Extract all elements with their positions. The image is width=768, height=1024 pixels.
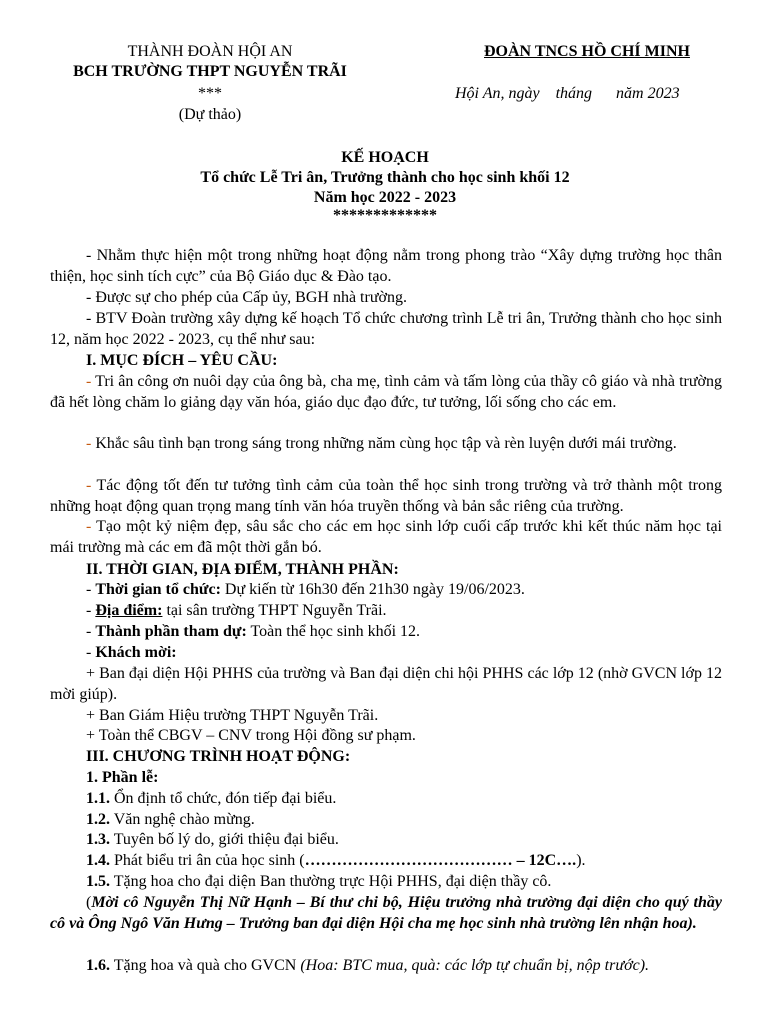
purpose-item-1: - Tri ân công ơn nuôi dạy của ông bà, cha mẹ, tình cảm và tấm lòng của thầy cô giáo và nhà trường đã hết lòng chăm lo giảng dạy văn hóa, giáo dục đạo đức, tư tưởng, lối sống cho các em. (50, 373, 722, 411)
purpose-item-2: - Khắc sâu tình bạn trong sáng trong những năm cùng học tập và rèn luyện dưới mái trường. (86, 435, 677, 452)
program-item-1-5: 1.5. Tặng hoa cho đại diện Ban thường trực Hội PHHS, đại diện thầy cô. (86, 873, 552, 890)
program-item-1-4: 1.4. Phát biểu tri ân của học sinh (………………………………… – 12C….). (86, 852, 586, 869)
header-date: Hội An, ngày tháng năm 2023 (455, 85, 680, 102)
guest-item-1: + Ban đại diện Hội PHHS của trường và Ban đại diện chi hội PHHS các lớp 12 (nhờ GVCN lớp 12 mời giúp). (50, 665, 722, 703)
header-org-city: THÀNH ĐOÀN HỘI AN (127, 43, 293, 60)
ceremony-heading: 1. Phần lễ: (86, 769, 159, 786)
program-item-1-6: 1.6. Tặng hoa và quà cho GVCN (Hoa: BTC mua, quà: các lớp tự chuẩn bị, nộp trước). (86, 957, 650, 974)
section-1-heading: I. MỤC ĐÍCH – YÊU CẦU: (86, 352, 278, 369)
header-stars: *** (198, 85, 222, 102)
bullet-dash: - (86, 477, 92, 494)
program-item-1-1: 1.1. Ổn định tổ chức, đón tiếp đại biểu. (86, 790, 337, 807)
section-2-heading: II. THỜI GIAN, ĐỊA ĐIỂM, THÀNH PHẦN: (86, 561, 399, 578)
program-item-1-2: 1.2. Văn nghệ chào mừng. (86, 811, 255, 828)
bullet-dash: - (86, 518, 92, 535)
guest-item-2: + Ban Giám Hiệu trường THPT Nguyễn Trãi. (86, 707, 379, 724)
program-item-1-3: 1.3. Tuyên bố lý do, giới thiệu đại biểu. (86, 831, 339, 848)
header-draft-label: (Dự thảo) (178, 106, 242, 123)
doc-school-year: Năm học 2022 - 2023 (313, 189, 457, 206)
intro-paragraph-3: - BTV Đoàn trường xây dựng kế hoạch Tổ chức chương trình Lễ tri ân, Trưởng thành cho học sinh 12, năm học 2022 - 2023, cụ thể như sau: (50, 310, 722, 348)
intro-paragraph-2: - Được sự cho phép của Cấp ủy, BGH nhà trường. (86, 289, 407, 306)
intro-paragraph-1: - Nhằm thực hiện một trong những hoạt động nằm trong phong trào “Xây dựng trường học thân thiện, học sinh tích cực” của Bộ Giáo dục & Đào tạo. (50, 247, 722, 285)
header-union-name: ĐOÀN TNCS HỒ CHÍ MINH (484, 43, 690, 60)
flower-invite-note: (Mời cô Nguyễn Thị Nữ Hạnh – Bí thư chi bộ, Hiệu trưởng nhà trường đại diện cho quý thầy cô và Ông Ngô Văn Hưng – Trưởng ban đại diện Hội cha mẹ học sinh nhà trường lên nhận hoa). (50, 894, 722, 932)
header-org-school: BCH TRƯỜNG THPT NGUYỄN TRÃI (73, 63, 347, 80)
event-time: - Thời gian tổ chức: Dự kiến từ 16h30 đến 21h30 ngày 19/06/2023. (86, 581, 525, 598)
guest-item-3: + Toàn thể CBGV – CNV trong Hội đồng sư phạm. (86, 727, 416, 744)
event-guests-label: - Khách mời: (86, 644, 177, 661)
bullet-dash: - (86, 373, 92, 390)
event-place: - Địa điểm: tại sân trường THPT Nguyễn Trãi. (86, 602, 387, 619)
doc-subtitle: Tổ chức Lễ Tri ân, Trưởng thành cho học sinh khối 12 (200, 169, 570, 186)
doc-title: KẾ HOẠCH (341, 149, 429, 166)
title-stars: ************* (333, 207, 437, 224)
event-participants: - Thành phần tham dự: Toàn thể học sinh khối 12. (86, 623, 421, 640)
section-3-heading: III. CHƯƠNG TRÌNH HOẠT ĐỘNG: (86, 748, 351, 765)
purpose-item-4: - Tạo một kỷ niệm đẹp, sâu sắc cho các em học sinh lớp cuối cấp trước khi kết thúc năm học tại mái trường mà các em đã một thời gắn bó. (50, 518, 722, 556)
purpose-item-3: - Tác động tốt đến tư tưởng tình cảm của toàn thể học sinh trong trường và trở thành một trong những hoạt động quan trọng mang tính văn hóa truyền thống và bản sắc riêng của trường. (50, 477, 722, 515)
bullet-dash: - (86, 435, 92, 452)
